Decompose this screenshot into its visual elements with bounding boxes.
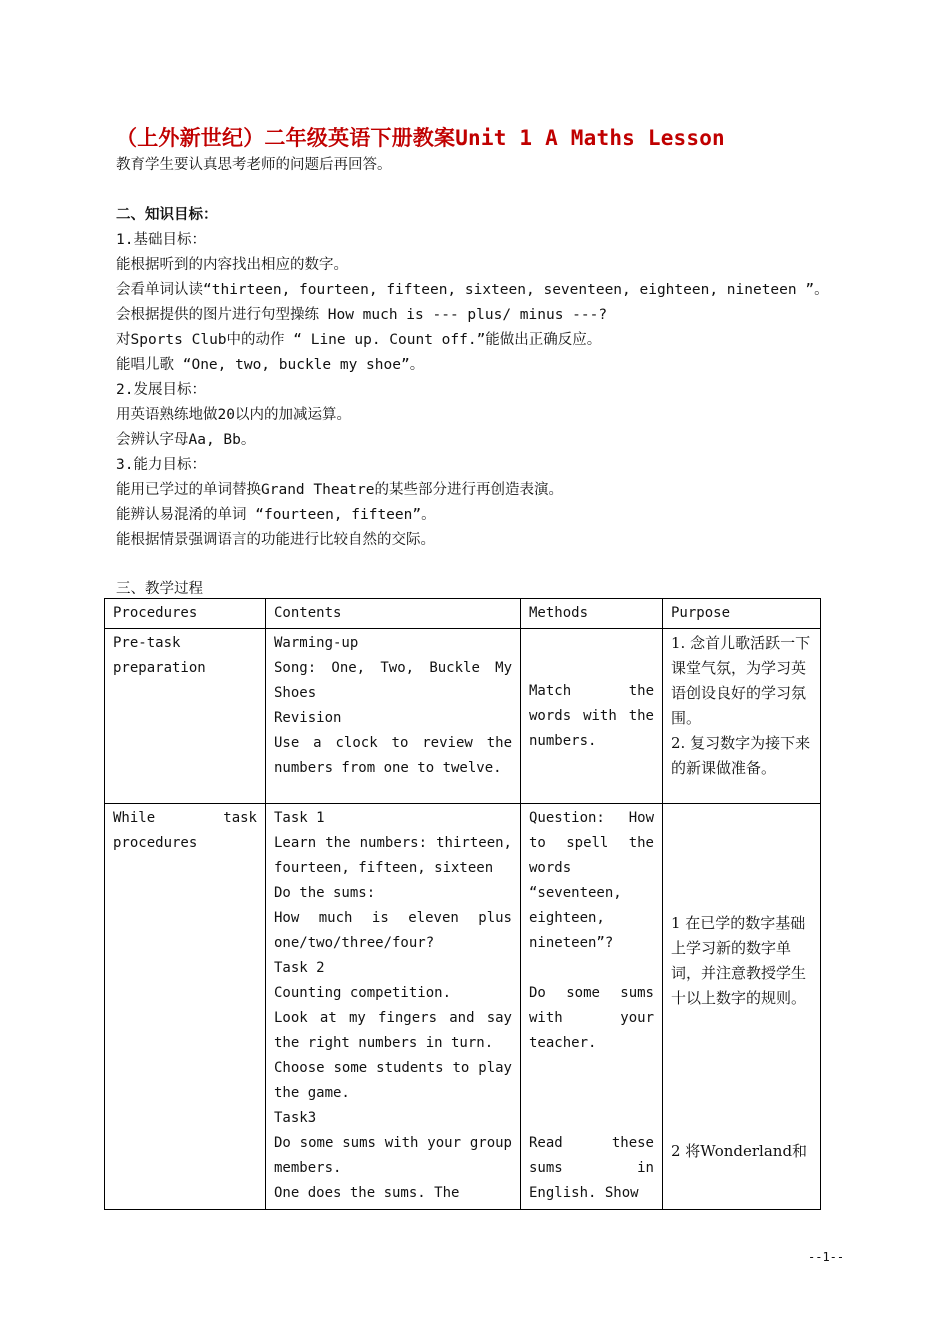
basic-goal-item: 会根据提供的图片进行句型操练 How much is --- plus/ minus ---? — [116, 307, 608, 323]
method-read: Read these sums in English. Show — [529, 1135, 654, 1201]
purpose-1: 1 在已学的数字基础上学习新的数字单词，并注意教授学生十以上数字的规则。 — [671, 914, 807, 1007]
contents-cell: Task 1 Learn the numbers: thirteen, fourteen, fifteen, sixteen Do the sums: How much is eleven plus one/two/three/four? Task 2 Counting competition. Look at my fingers and say the right numbers in turn. Choose some students to play the game. Task3 Do some sums with your group members. One does the sums. The — [266, 804, 521, 1210]
method-question: Question: How to spell the words “seventeen, eighteen, nineteen”? — [529, 810, 654, 951]
section-3-heading: 三、教学过程 — [116, 581, 203, 597]
basic-goal-item: 对Sports Club中的动作 “ Line up. Count off.”能做出正确反应。 — [116, 332, 602, 348]
method-sums: Do some sums with your teacher. — [529, 985, 654, 1051]
purpose-cell: 1. 念首儿歌活跃一下课堂气氛，为学习英语创设良好的学习氛围。 2. 复习数字为接下来的新课做准备。 — [663, 629, 821, 804]
table-row — [105, 804, 821, 1210]
procedure-text: Pre-task preparation — [113, 635, 206, 676]
document-title: （上外新世纪）二年级英语下册教案Unit 1 A Maths Lesson — [116, 126, 725, 150]
header-contents: Contents — [266, 599, 521, 629]
ability-goal-item: 能辨认易混淆的单词 “fourteen, fifteen”。 — [116, 507, 436, 523]
basic-goal-item: 能根据听到的内容找出相应的数字。 — [116, 257, 348, 273]
teaching-process-table — [104, 598, 821, 1210]
section-2-heading: 二、知识目标： — [116, 207, 218, 223]
purpose-cell — [663, 804, 821, 1210]
table-row — [105, 629, 821, 804]
intro-text: 教育学生要认真思考老师的问题后再回答。 — [116, 157, 392, 173]
dev-goal-item: 会辨认字母Aa, Bb。 — [116, 432, 256, 448]
procedure-cell: While task procedures — [105, 804, 266, 1210]
methods-cell: Match the words with the numbers. — [521, 629, 663, 804]
methods-cell — [521, 804, 663, 1210]
dev-goal-item: 用英语熟练地做20以内的加减运算。 — [116, 407, 351, 423]
table-header-row — [105, 599, 821, 629]
header-procedures: Procedures — [105, 599, 266, 629]
header-purpose: Purpose — [663, 599, 821, 629]
ability-goal-heading: 3.能力目标： — [116, 457, 206, 473]
page-number: --1-- — [808, 1250, 845, 1264]
procedure-cell — [105, 629, 266, 804]
purpose-2: 2 将Wonderland和 — [671, 1142, 808, 1160]
basic-goal-heading: 1.基础目标： — [116, 232, 206, 248]
dev-goal-heading: 2.发展目标： — [116, 382, 206, 398]
basic-goal-item: 会看单词认读“thirteen, fourteen, fifteen, sixteen, seventeen, eighteen, nineteen ”。 — [116, 282, 829, 298]
ability-goal-item: 能用已学过的单词替换Grand Theatre的某些部分进行再创造表演。 — [116, 482, 563, 498]
basic-goal-item: 能唱儿歌 “One, two, buckle my shoe”。 — [116, 357, 425, 373]
header-methods: Methods — [521, 599, 663, 629]
contents-cell: Warming-up Song: One, Two, Buckle My Shoes Revision Use a clock to review the numbers from one to twelve. — [266, 629, 521, 804]
ability-goal-item: 能根据情景强调语言的功能进行比较自然的交际。 — [116, 532, 435, 548]
